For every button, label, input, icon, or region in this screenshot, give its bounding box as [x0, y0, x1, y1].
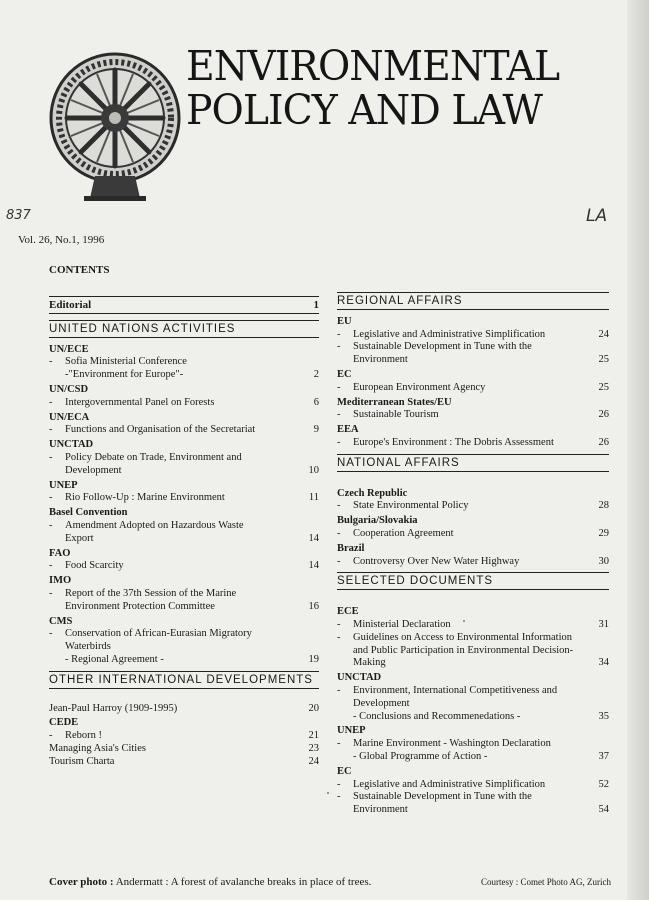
- item-title: Ministerial Declaration: [353, 618, 451, 630]
- dash-bullet: -: [337, 409, 341, 421]
- wheel-logo-icon: [40, 48, 190, 203]
- page-number: 54: [598, 804, 609, 816]
- item-title: State Environmental Policy: [353, 500, 469, 512]
- dash-bullet: -: [337, 791, 341, 803]
- dash-bullet: -: [337, 631, 341, 643]
- print-speck: [327, 792, 329, 794]
- item-title-cont: Environment: [353, 804, 408, 816]
- list-item[interactable]: [49, 560, 319, 573]
- item-title: European Environment Agency: [353, 381, 486, 393]
- dash-bullet: -: [337, 555, 341, 567]
- item-title: Sustainable Development in Tune with the: [353, 791, 532, 803]
- dash-bullet: -: [337, 527, 341, 539]
- page-number: 31: [598, 618, 609, 630]
- item-title: Guidelines on Access to Environmental Information: [353, 631, 572, 643]
- section-heading: NATIONAL AFFAIRS: [337, 454, 609, 472]
- org-heading: EU: [337, 315, 352, 327]
- dash-bullet: -: [49, 356, 53, 368]
- item-title: Policy Debate on Trade, Environment and: [65, 451, 242, 463]
- page-number: 14: [308, 560, 319, 572]
- page-number: 23: [308, 742, 319, 754]
- item-title-cont: Environment: [353, 354, 408, 366]
- item-title: Cooperation Agreement: [353, 527, 454, 539]
- org-heading: IMO: [49, 575, 72, 587]
- org-heading: Bulgaria/Slovakia: [337, 515, 418, 527]
- item-title: Tourism Charta: [49, 755, 115, 767]
- page-number: 37: [598, 750, 609, 762]
- list-item[interactable]: [337, 791, 609, 817]
- org-heading: UN/ECE: [49, 343, 89, 355]
- list-item[interactable]: [49, 654, 319, 667]
- section-heading: OTHER INTERNATIONAL DEVELOPMENTS: [49, 671, 319, 689]
- page-number: 2: [313, 369, 319, 381]
- dash-bullet: -: [49, 587, 53, 599]
- page-number: 25: [598, 381, 609, 393]
- list-item[interactable]: [49, 452, 319, 478]
- dash-bullet: -: [337, 341, 341, 353]
- org-heading: UN/CSD: [49, 383, 89, 395]
- item-title-cont: Waterbirds: [65, 641, 111, 653]
- item-title-cont: Development: [65, 464, 122, 476]
- dash-bullet: -: [337, 328, 341, 340]
- print-speck: [463, 620, 465, 622]
- org-heading: CEDE: [49, 717, 79, 729]
- list-item[interactable]: [337, 632, 609, 670]
- list-item[interactable]: [337, 738, 609, 764]
- org-heading: EC: [337, 765, 352, 777]
- org-heading: Mediterranean States/EU: [337, 396, 452, 408]
- title-line-1: ENVIRONMENTAL: [186, 42, 560, 90]
- dash-bullet: -: [49, 519, 53, 531]
- page-number: 52: [598, 778, 609, 790]
- caption-label: Cover photo :: [49, 876, 114, 888]
- item-title: Sustainable Tourism: [353, 409, 439, 421]
- page-number: 9: [313, 424, 319, 436]
- item-title-cont: Export: [65, 532, 94, 544]
- item-title: Legislative and Administrative Simplification: [353, 328, 546, 340]
- page-number: 16: [308, 600, 319, 612]
- list-item[interactable]: [337, 329, 609, 342]
- page-number: 10: [308, 464, 319, 476]
- dash-bullet: -: [49, 396, 53, 408]
- item-title: Reborn !: [65, 730, 103, 742]
- page-number: 14: [308, 532, 319, 544]
- list-item[interactable]: [337, 500, 609, 513]
- item-subtitle: - Global Programme of Action -: [353, 750, 488, 762]
- item-title: Rio Follow-Up : Marine Environment: [65, 492, 225, 504]
- item-subtitle: - Conclusions and Recommenedations -: [353, 710, 521, 722]
- page-number: 6: [313, 396, 319, 408]
- list-item[interactable]: [337, 409, 609, 422]
- contents-right-column: [337, 292, 609, 817]
- item-subtitle: -"Environment for Europe"-: [65, 369, 184, 381]
- item-title: Conservation of African-Eurasian Migratory: [65, 628, 252, 640]
- page-number: 1: [313, 299, 319, 311]
- item-title: Amendment Adopted on Hazardous Waste: [65, 519, 244, 531]
- page-number: 30: [598, 555, 609, 567]
- list-item[interactable]: [49, 356, 319, 382]
- editorial-label: Editorial: [49, 299, 92, 311]
- page-number: 20: [308, 702, 319, 714]
- list-item[interactable]: [49, 424, 319, 437]
- dash-bullet: -: [337, 381, 341, 393]
- item-title: Marine Environment - Washington Declaration: [353, 738, 551, 750]
- dash-bullet: -: [337, 436, 341, 448]
- dash-bullet: -: [49, 730, 53, 742]
- caption-text: Andermatt : A forest of avalanche breaks in place of trees.: [115, 876, 372, 888]
- org-heading: Brazil: [337, 542, 365, 554]
- list-item[interactable]: [49, 743, 319, 756]
- title-line-2: POLICY AND LAW: [186, 86, 542, 134]
- item-title-cont2: Making: [353, 657, 386, 669]
- volume-info: Vol. 26, No.1, 1996: [18, 234, 105, 246]
- list-item[interactable]: [337, 779, 609, 792]
- dash-bullet: -: [49, 424, 53, 436]
- org-heading: ECE: [337, 606, 359, 618]
- org-heading: Basel Convention: [49, 507, 128, 519]
- item-title: Intergovernmental Panel on Forests: [65, 396, 215, 408]
- page-edge-shadow: [627, 0, 649, 900]
- org-heading: UNEP: [337, 725, 366, 737]
- org-heading: CMS: [49, 615, 73, 627]
- editorial-entry[interactable]: [49, 296, 319, 314]
- org-heading: FAO: [49, 547, 71, 559]
- dash-bullet: -: [337, 738, 341, 750]
- page-number: 35: [598, 710, 609, 722]
- org-heading: Czech Republic: [337, 487, 408, 499]
- list-item[interactable]: [337, 619, 609, 632]
- item-title-cont: Environment Protection Committee: [65, 600, 215, 612]
- cover-photo-caption: [49, 876, 611, 888]
- dash-bullet: -: [337, 500, 341, 512]
- org-heading: UN/ECA: [49, 411, 90, 423]
- page-number: 28: [598, 500, 609, 512]
- dash-bullet: -: [49, 451, 53, 463]
- page-number: 26: [598, 436, 609, 448]
- item-title: Environment, International Competitiveness and: [353, 684, 558, 696]
- page-number: 11: [308, 492, 319, 504]
- journal-title: [186, 44, 589, 132]
- dash-bullet: -: [49, 628, 53, 640]
- item-title: Legislative and Administrative Simplification: [353, 778, 546, 790]
- item-title: Food Scarcity: [65, 560, 124, 572]
- item-title-cont: and Public Participation in Environmental Decision-: [353, 644, 574, 656]
- dash-bullet: -: [337, 618, 341, 630]
- list-item[interactable]: [49, 756, 319, 769]
- section-heading: REGIONAL AFFAIRS: [337, 292, 609, 310]
- list-item[interactable]: [337, 341, 609, 367]
- list-item[interactable]: [49, 730, 319, 743]
- page-number: 19: [308, 653, 319, 665]
- list-item[interactable]: [337, 437, 609, 450]
- page-number: 21: [308, 730, 319, 742]
- item-title: Managing Asia's Cities: [49, 742, 146, 754]
- dash-bullet: -: [337, 778, 341, 790]
- org-heading: UNCTAD: [337, 672, 382, 684]
- list-item[interactable]: [49, 492, 319, 505]
- list-item[interactable]: [337, 528, 609, 541]
- list-item[interactable]: [337, 556, 609, 569]
- dash-bullet: -: [337, 684, 341, 696]
- item-title: Europe's Environment : The Dobris Assessment: [353, 436, 554, 448]
- photo-credit: Courtesy : Comet Photo AG, Zurich: [481, 877, 611, 887]
- list-item[interactable]: [49, 588, 319, 614]
- item-title: Sofia Ministerial Conference: [65, 356, 187, 368]
- dash-bullet: -: [49, 492, 53, 504]
- org-heading: EEA: [337, 424, 359, 436]
- section-heading: SELECTED DOCUMENTS: [337, 572, 609, 590]
- page-number: 24: [308, 755, 319, 767]
- item-title: Jean-Paul Harroy (1909-1995): [49, 702, 178, 714]
- list-item[interactable]: [337, 382, 609, 395]
- item-title: Controversy Over New Water Highway: [353, 555, 520, 567]
- list-item[interactable]: [49, 628, 319, 654]
- contents-left-column: [49, 292, 319, 769]
- page-number: 24: [598, 328, 609, 340]
- list-item[interactable]: [49, 520, 319, 546]
- list-item[interactable]: [337, 685, 609, 723]
- page-number: 29: [598, 527, 609, 539]
- contents-heading: CONTENTS: [49, 264, 110, 276]
- list-item[interactable]: [49, 703, 319, 716]
- handwritten-initials: LA: [586, 206, 608, 226]
- item-subtitle: - Regional Agreement -: [65, 653, 164, 665]
- section-heading: UNITED NATIONS ACTIVITIES: [49, 320, 319, 338]
- org-heading: UNEP: [49, 479, 78, 491]
- list-item[interactable]: [49, 397, 319, 410]
- page-number: 25: [598, 354, 609, 366]
- handwritten-number: 837: [6, 208, 31, 223]
- item-title: Functions and Organisation of the Secretariat: [65, 424, 256, 436]
- item-title-cont: Development: [353, 697, 410, 709]
- page-number: 34: [598, 657, 609, 669]
- org-heading: EC: [337, 368, 352, 380]
- dash-bullet: -: [49, 560, 53, 572]
- item-title: Report of the 37th Session of the Marine: [65, 587, 237, 599]
- page-number: 26: [598, 409, 609, 421]
- org-heading: UNCTAD: [49, 439, 94, 451]
- item-title: Sustainable Development in Tune with the: [353, 341, 532, 353]
